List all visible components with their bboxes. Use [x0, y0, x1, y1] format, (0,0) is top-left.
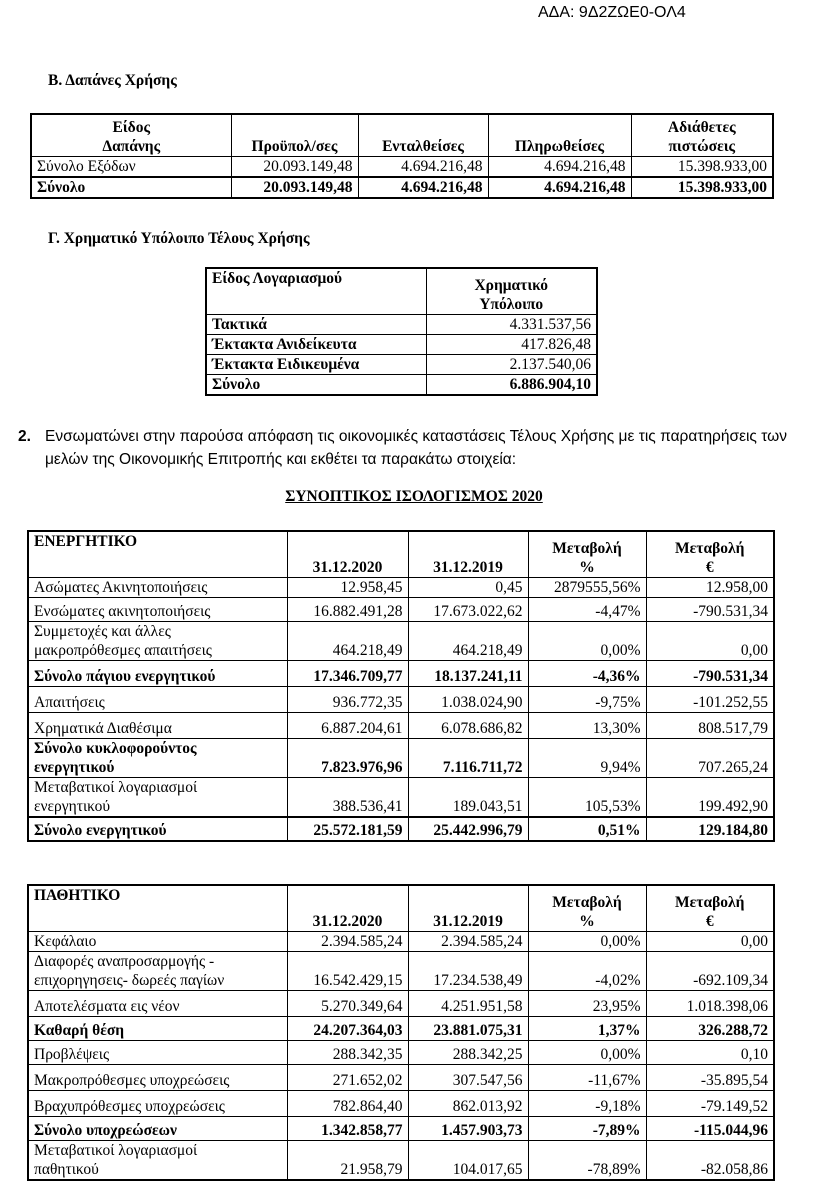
- table-row: [28, 777, 774, 817]
- cell: Σύνολο: [206, 374, 426, 395]
- table-row: [28, 1040, 774, 1064]
- cell: 0,00%: [528, 1040, 646, 1064]
- cell: 2.394.585,24: [287, 931, 408, 951]
- col-header-budgeted: Προϋπολ/σες: [231, 114, 358, 156]
- cell: Βραχυπρόθεσμες υποχρεώσεις: [28, 1090, 287, 1116]
- cell: 0,45: [408, 577, 528, 597]
- cell: Σύνολο πάγιου ενεργητικού: [28, 660, 287, 686]
- cell: 104.017,65: [408, 1140, 528, 1180]
- table-row: [28, 712, 774, 738]
- cell: 1.342.858,77: [287, 1116, 408, 1140]
- cell: 0,00: [646, 931, 774, 951]
- cell: 17.234.538,49: [408, 951, 528, 990]
- col-header-account: Είδος Λογαριασμού: [206, 268, 426, 314]
- cell: 707.265,24: [646, 738, 774, 777]
- cell: -35.895,54: [646, 1064, 774, 1090]
- table-row: [28, 990, 774, 1016]
- table-total-row: [28, 817, 774, 841]
- table-row: [28, 621, 774, 660]
- balance-sheet-title: ΣΥΝΟΠΤΙΚΟΣ ΙΣΟΛΟΓΙΣΜΟΣ 2020: [285, 488, 543, 505]
- cell: 0,00%: [528, 621, 646, 660]
- cell: 15.398.933,00: [631, 177, 773, 198]
- cell: 24.207.364,03: [287, 1016, 408, 1040]
- table-row: [28, 1064, 774, 1090]
- cell: Σύνολο: [31, 177, 231, 198]
- cell: 1.018.398,06: [646, 990, 774, 1016]
- cell: Σύνολο ενεργητικού: [28, 817, 287, 841]
- table-row: [28, 686, 774, 712]
- col-header-change-eur: Μεταβολή €: [646, 531, 774, 577]
- cell: 1.038.024,90: [408, 686, 528, 712]
- cell: 189.043,51: [408, 777, 528, 817]
- cell: -11,67%: [528, 1064, 646, 1090]
- ada-code: ΑΔΑ: 9Δ2ΖΩΕ0-ΟΛ4: [538, 4, 686, 21]
- assets-header-row: [28, 531, 774, 577]
- col-header-change-pct: Μεταβολή %: [528, 531, 646, 577]
- table-row: [206, 354, 597, 374]
- cell: 307.547,56: [408, 1064, 528, 1090]
- cell: -4,36%: [528, 660, 646, 686]
- cell: 1,37%: [528, 1016, 646, 1040]
- col-header-balance: Χρηματικό Υπόλοιπο: [426, 268, 597, 314]
- cell: Χρηματικά Διαθέσιμα: [28, 712, 287, 738]
- cell: 5.270.349,64: [287, 990, 408, 1016]
- table-row: [28, 577, 774, 597]
- cell: 782.864,40: [287, 1090, 408, 1116]
- cell: 23,95%: [528, 990, 646, 1016]
- cell: 2.137.540,06: [426, 354, 597, 374]
- cell: -4,47%: [528, 597, 646, 621]
- paragraph-text: Ενσωματώνει στην παρούσα απόφαση τις οικονομικές καταστάσεις Τέλους Χρήσης με τις παρατηρήσεις των μελών της Οικονομικής Επιτροπής και εκθέτει τα παρακάτω στοιχεία:: [45, 428, 787, 468]
- cell: -82.058,86: [646, 1140, 774, 1180]
- cell: Σύνολο Εξόδων: [31, 156, 231, 177]
- table-total-row: [206, 374, 597, 395]
- cell: 2879555,56%: [528, 577, 646, 597]
- cell: 4.251.951,58: [408, 990, 528, 1016]
- cell: 13,30%: [528, 712, 646, 738]
- cell: Μακροπρόθεσμες υποχρεώσεις: [28, 1064, 287, 1090]
- cell: Προβλέψεις: [28, 1040, 287, 1064]
- col-header-change-pct: Μεταβολή %: [528, 885, 646, 931]
- cell: 326.288,72: [646, 1016, 774, 1040]
- table-row: [28, 1090, 774, 1116]
- cell: 6.886.904,10: [426, 374, 597, 395]
- table-row: [206, 314, 597, 334]
- cell: 25.442.996,79: [408, 817, 528, 841]
- cell: -115.044,96: [646, 1116, 774, 1140]
- cell: 417.826,48: [426, 334, 597, 354]
- cell: 464.218,49: [408, 621, 528, 660]
- liabilities-table: [27, 884, 775, 1181]
- col-header-2019: 31.12.2019: [408, 531, 528, 577]
- cell: -790.531,34: [646, 597, 774, 621]
- cell: Σύνολο κυκλοφορούντος ενεργητικού: [28, 738, 287, 777]
- cell: -9,75%: [528, 686, 646, 712]
- cell: Καθαρή θέση: [28, 1016, 287, 1040]
- cell: Μεταβατικοί λογαριασμοί ενεργητικού: [28, 777, 287, 817]
- cell: Τακτικά: [206, 314, 426, 334]
- col-header-paid: Πληρωθείσες: [488, 114, 631, 156]
- col-header-type: Είδος Δαπάνης: [31, 114, 231, 156]
- table-row: [206, 334, 597, 354]
- cell: 20.093.149,48: [231, 177, 358, 198]
- table-row: [28, 597, 774, 621]
- col-header-2020: 31.12.2020: [287, 885, 408, 931]
- cash-header-row: [206, 268, 597, 314]
- cell: 199.492,90: [646, 777, 774, 817]
- section-c-title: Γ. Χρηματικό Υπόλοιπο Τέλους Χρήσης: [48, 230, 310, 247]
- table-row: [31, 156, 773, 177]
- expenses-header-row: [31, 114, 773, 156]
- liabilities-header-row: [28, 885, 774, 931]
- cell: 1.457.903,73: [408, 1116, 528, 1140]
- cash-balance-table: [205, 267, 598, 396]
- cell: 23.881.075,31: [408, 1016, 528, 1040]
- cell: 21.958,79: [287, 1140, 408, 1180]
- paragraph-number: 2.: [18, 428, 31, 445]
- cell: 16.882.491,28: [287, 597, 408, 621]
- assets-table: [27, 530, 775, 842]
- cell: 0,10: [646, 1040, 774, 1064]
- col-header-2019: 31.12.2019: [408, 885, 528, 931]
- cell: 271.652,02: [287, 1064, 408, 1090]
- cell: 25.572.181,59: [287, 817, 408, 841]
- cell: 288.342,35: [287, 1040, 408, 1064]
- cell: Κεφάλαιο: [28, 931, 287, 951]
- cell: 0,51%: [528, 817, 646, 841]
- cell: 0,00%: [528, 931, 646, 951]
- cell: 9,94%: [528, 738, 646, 777]
- cell: -692.109,34: [646, 951, 774, 990]
- cell: 388.536,41: [287, 777, 408, 817]
- table-total-row: [28, 660, 774, 686]
- col-header-ordered: Ενταλθείσες: [358, 114, 488, 156]
- table-row: [28, 951, 774, 990]
- cell: 12.958,45: [287, 577, 408, 597]
- cell: 6.078.686,82: [408, 712, 528, 738]
- table-total-row: [31, 177, 773, 198]
- cell: 288.342,25: [408, 1040, 528, 1064]
- cell: 7.116.711,72: [408, 738, 528, 777]
- liabilities-label: ΠΑΘΗΤΙΚΟ: [28, 885, 287, 931]
- table-row: [28, 931, 774, 951]
- cell: Ενσώματες ακινητοποιήσεις: [28, 597, 287, 621]
- cell: 4.331.537,56: [426, 314, 597, 334]
- cell: 2.394.585,24: [408, 931, 528, 951]
- cell: 464.218,49: [287, 621, 408, 660]
- col-header-2020: 31.12.2020: [287, 531, 408, 577]
- cell: 20.093.149,48: [231, 156, 358, 177]
- cell: 17.346.709,77: [287, 660, 408, 686]
- cell: 4.694.216,48: [488, 177, 631, 198]
- cell: -7,89%: [528, 1116, 646, 1140]
- cell: 4.694.216,48: [488, 156, 631, 177]
- cell: Ασώματες Ακινητοποιήσεις: [28, 577, 287, 597]
- cell: 0,00: [646, 621, 774, 660]
- cell: 16.542.429,15: [287, 951, 408, 990]
- cell: -4,02%: [528, 951, 646, 990]
- cell: 4.694.216,48: [358, 156, 488, 177]
- cell: Έκτακτα Ειδικευμένα: [206, 354, 426, 374]
- cell: Απαιτήσεις: [28, 686, 287, 712]
- cell: 6.887.204,61: [287, 712, 408, 738]
- cell: 15.398.933,00: [631, 156, 773, 177]
- cell: -790.531,34: [646, 660, 774, 686]
- section-b-title: Β. Δαπάνες Χρήσης: [48, 72, 177, 89]
- cell: 936.772,35: [287, 686, 408, 712]
- cell: -78,89%: [528, 1140, 646, 1180]
- cell: 808.517,79: [646, 712, 774, 738]
- cell: Έκτακτα Ανιδείκευτα: [206, 334, 426, 354]
- cell: Διαφορές αναπροσαρμογής - επιχορηγησεις- δωρεές παγίων: [28, 951, 287, 990]
- cell: 18.137.241,11: [408, 660, 528, 686]
- cell: Αποτελέσματα εις νέον: [28, 990, 287, 1016]
- col-header-change-eur: Μεταβολή €: [646, 885, 774, 931]
- cell: 105,53%: [528, 777, 646, 817]
- table-total-row: [28, 1016, 774, 1040]
- cell: 862.013,92: [408, 1090, 528, 1116]
- table-row: [28, 738, 774, 777]
- table-total-row: [28, 1116, 774, 1140]
- expenses-table: [30, 113, 774, 199]
- cell: Σύνολο υποχρεώσεων: [28, 1116, 287, 1140]
- cell: -9,18%: [528, 1090, 646, 1116]
- assets-label: ΕΝΕΡΓΗΤΙΚΟ: [28, 531, 287, 577]
- cell: -79.149,52: [646, 1090, 774, 1116]
- cell: 4.694.216,48: [358, 177, 488, 198]
- cell: 17.673.022,62: [408, 597, 528, 621]
- cell: Συμμετοχές και άλλες μακροπρόθεσμες απαιτήσεις: [28, 621, 287, 660]
- cell: 7.823.976,96: [287, 738, 408, 777]
- table-row: [28, 1140, 774, 1180]
- cell: Μεταβατικοί λογαριασμοί παθητικού: [28, 1140, 287, 1180]
- cell: -101.252,55: [646, 686, 774, 712]
- cell: 12.958,00: [646, 577, 774, 597]
- cell: 129.184,80: [646, 817, 774, 841]
- col-header-unallocated: Αδιάθετες πιστώσεις: [631, 114, 773, 156]
